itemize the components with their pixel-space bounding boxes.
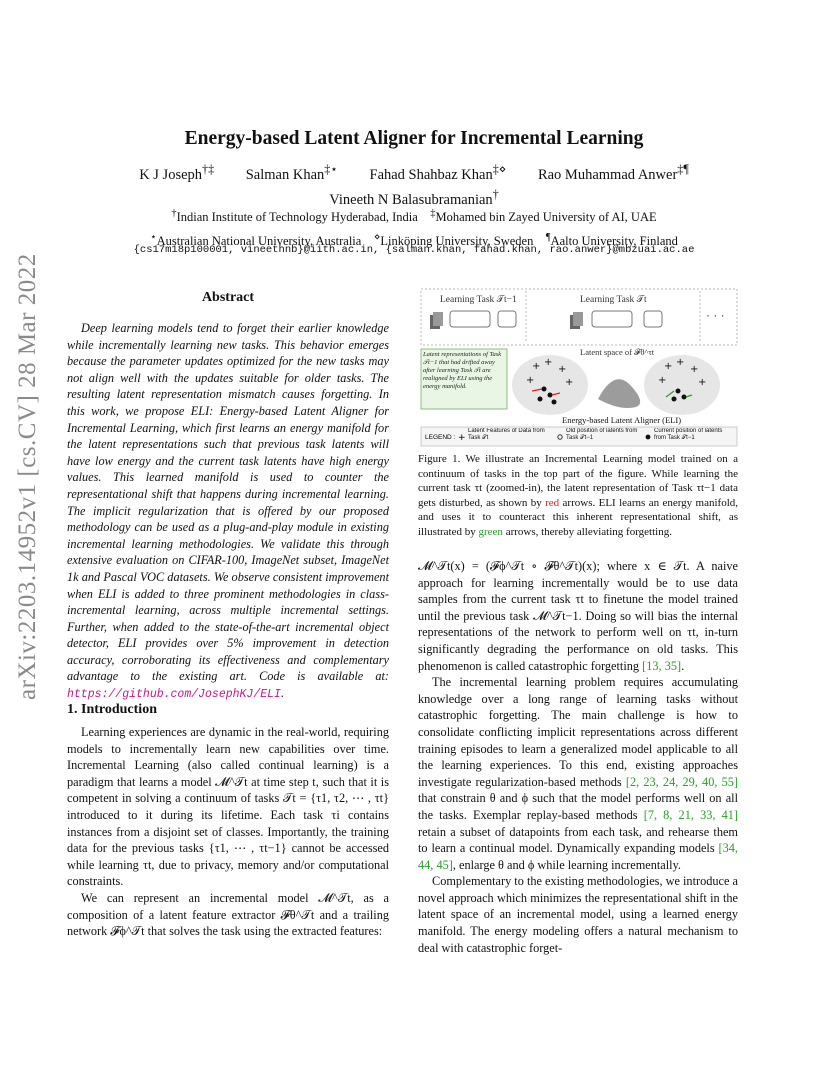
latent-space-label: Latent space of 𝓕θ^τt [580,347,655,357]
svg-text:+: + [658,375,667,386]
paragraph: Learning experiences are dynamic in the real-world, requiring models to incrementally learn new capabilities over time. Incremental Learning (also called continual learning) is a paradigm that learns a model 𝓜^𝒯t at time step t, such that it is competent in solving a continuum of tasks 𝒯t = {τ1, τ2, ⋯ , τt} introduced to it during its lifetime. Each task τi contains instances from a disjoint set of classes. Importantly, the training data for the previous tasks {τ1, ⋯ , τt−1} cannot be accessed while learning τt, due to privacy, memory and/or computational constraints. [67,725,389,889]
svg-text:+: + [558,364,567,375]
data-stack-icon [570,312,583,329]
svg-text:+: + [664,361,673,372]
svg-text:+: + [544,357,553,368]
affiliation: ¶Aalto University, Finland [545,231,678,248]
svg-text:+: + [526,375,535,386]
data-stack-icon [430,312,443,329]
note-text: Latent representations of Task 𝒯t−1 that had drifted away after learning Task 𝒯t are realigned by ELI using the energy manifold. [423,351,502,390]
citation[interactable]: [7, 8, 21, 33, 41] [643,807,738,822]
svg-text:+: + [565,377,574,388]
paragraph: We can represent an incremental model 𝓜^𝒯t, as a composition of a latent feature extractor 𝓕θ^𝒯t and a trailing network 𝓕ϕ^𝒯t that solves the task using the extracted features: [67,890,389,939]
paragraph: Complementary to the existing methodologies, we introduce a novel approach which minimizes the representational shift in the latent space of an incremental model, using a learned energy manifold. The energy modeling offers a natural mechanism to deal with catastrophic forget- [418,874,738,955]
citation[interactable]: [13, 35] [642,658,682,673]
energy-manifold-shape [598,379,640,408]
code-link[interactable]: https://github.com/JosephKJ/ELI [67,688,281,702]
affiliation: ⋄Linköping University, Sweden [373,231,534,248]
figure-caption: Figure 1. We illustrate an Incremental Learning model trained on a continuum of tasks in the top part of the figure. While learning the current task τt (zoomed-in), the latent representation of Task τt−1 data gets disturbed, as shown by red arrows. ELI learns an energy manifold, and uses it to counteract this inherent representational shift, as illustrated by green arrows, thereby alleviating forgetting. [418,453,739,538]
abstract-heading: Abstract [201,290,255,305]
author-emails: {cs17m18p100001, vineethnb}@iith.ac.in, {salman.khan, fahad.khan, rao.anwer}@mbzuai.ac.ae [133,244,695,256]
author: Vineeth N Balasubramanian† [329,186,499,208]
figure-graphic [420,287,738,447]
plus-marker-icon: + [458,433,466,443]
right-column-body [418,558,738,956]
intro-heading: 1. Introduction [67,702,157,717]
continuation-ellipsis: · · · [706,308,725,322]
citation[interactable]: [34, 44, 45] [418,841,738,872]
filled-circle-icon [646,435,651,440]
affiliation: ⋆Australian National University, Australia [150,231,362,248]
arxiv-stamp: arXiv:2203.14952v1 [cs.CV] 28 Mar 2022 [14,253,41,700]
legend-label: LEGEND : [425,434,456,441]
task-cur-label: Learning Task 𝒯t [580,295,647,305]
feature-extractor-block [450,311,490,327]
feature-extractor-block [592,311,632,327]
author: Rao Muhammad Anwer‡¶ [537,162,689,183]
svg-text:+: + [690,364,699,375]
legend-item: Old position of latents from Task 𝒯t−1 [566,428,638,441]
legend-item: Latent Features of Data from Task 𝒯t [468,428,545,441]
citation[interactable]: [2, 23, 24, 29, 40, 55] [625,774,738,789]
task-prev-label: Learning Task 𝒯t−1 [440,295,517,305]
paragraph: The incremental learning problem requires accumulating knowledge over a long range of learning tasks without catastrophic forgetting. The main challenge is how to consolidate conflicting implicit representations across different training episodes to learn a generalized model applicable to all the learning experiences. To this end, existing approaches investigate regularization-based methods [2, 23, 24, 29, 40, 55] that constrain θ and ϕ such that the model performs well on all the tasks. Exemplar replay-based methods [7, 8, 21, 33, 41] retain a subset of datapoints from each task, and rehearse them to learn a continual model. Dynamically expanding models [34, 44, 45], enlarge θ and ϕ while learning incrementally. [418,675,738,872]
svg-text:+: + [698,377,707,388]
trailing-network-block [498,311,516,327]
svg-text:+: + [532,361,541,372]
paragraph: 𝓜^𝒯t(x) = (𝓕ϕ^𝒯t ∘ 𝓕θ^𝒯t)(x); where x ∈ 𝒯t. A naive approach for learning incrementally would be to use data samples from the current task τt to finetune the model trained until the previous task 𝓜^𝒯t−1. Doing so will bias the internal representations of the network to perform well on τt, in-turn significantly degrading the performance on old tasks. This phenomenon is called catastrophic forgetting [13, 35]. [418,559,738,673]
author-list [80,160,748,210]
intro-body [67,724,389,940]
affiliation: ‡Mohamed bin Zayed University of AI, UAE [430,208,657,225]
eli-label: Energy-based Latent Aligner (ELI) [562,415,682,425]
trailing-network-block [644,311,662,327]
legend-item: Current position of latents from Task 𝒯t−1 [654,428,723,441]
author: Fahad Shahbaz Khan‡⋄ [369,162,507,183]
svg-text:+: + [676,357,685,368]
abstract-body: Deep learning models tend to forget their earlier knowledge while incrementally learning new tasks. This behavior emerges because the parameter updates optimized for the new tasks may not align well with the updates suitable for older tasks. The resulting latent representation mismatch causes forgetting. In this work, we propose ELI: Energy-based Latent Aligner for Incremental Learning, which first learns an energy manifold for the latent representations such that previous task latents will have low energy and the current task latents have high energy values. This learned manifold is used to counter the representational shift that happens during incremental learning. The implicit regularization that is offered by our proposed methodology can be used as a plug-and-play module in existing incremental learning methodologies. We validate this through extensive evaluation on CIFAR-100, ImageNet subset, ImageNet 1k and Pascal VOC datasets. We observe consistent improvement when ELI is added to three prominent methodologies in class-incremental learning, across multiple incremental settings. Further, when added to the state-of-the-art incremental object detector, ELI provides over 5% improvement in detection accuracy, corroborating its effectiveness and complementary advantage to the existing art. Code is available at: https://github.com/JosephKJ/ELI. [67,321,389,702]
author: K J Joseph†‡ [139,162,215,183]
author: Salman Khan‡⋆ [245,162,338,183]
figure-1 [420,287,738,447]
affiliation: †Indian Institute of Technology Hyderabad, India [171,208,418,225]
paper-title: Energy-based Latent Aligner for Incremental Learning [184,128,644,149]
